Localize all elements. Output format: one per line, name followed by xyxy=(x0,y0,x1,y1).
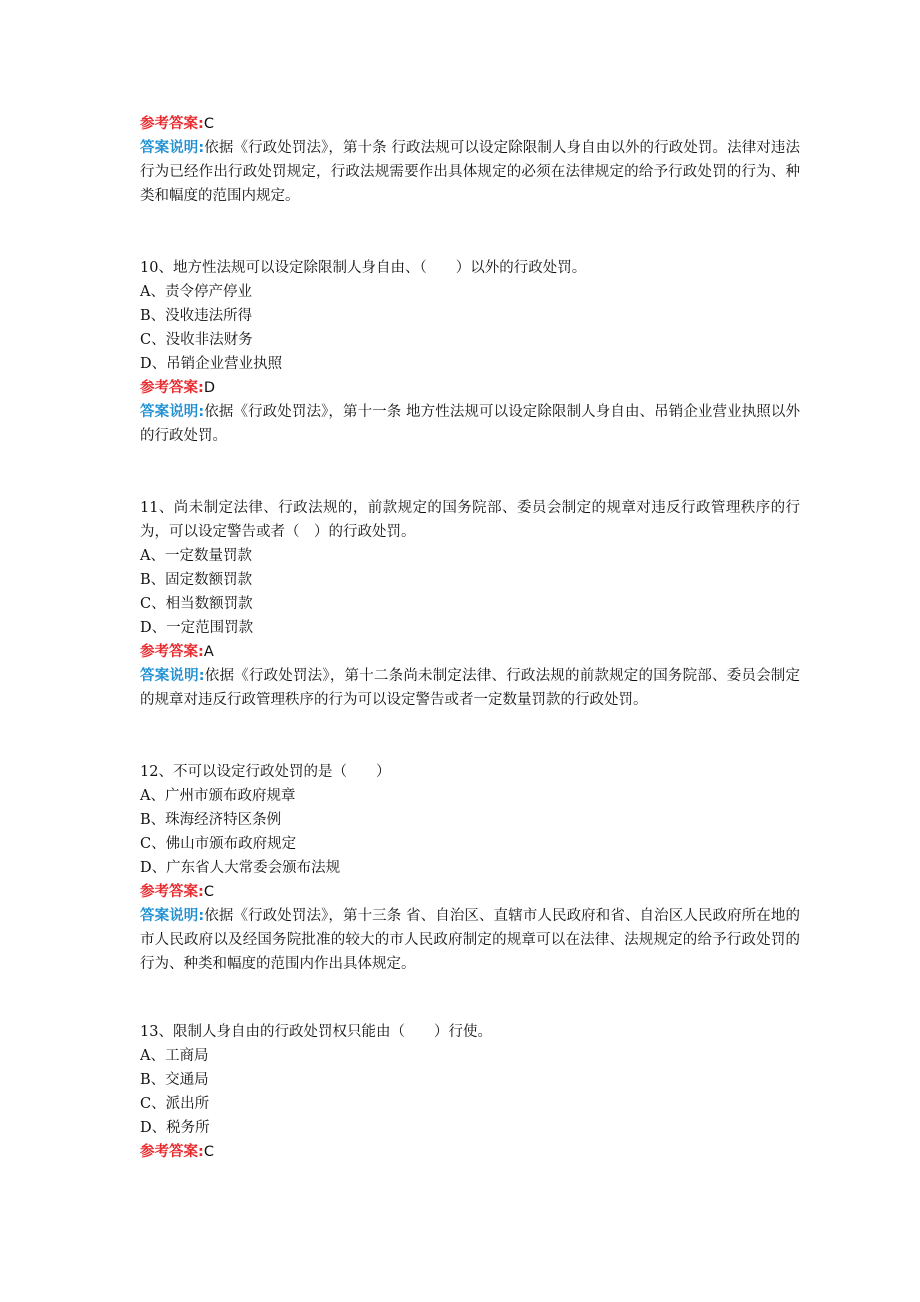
option-b: B、没收违法所得 xyxy=(140,308,253,324)
option-a: A、工商局 xyxy=(140,1048,209,1064)
option-d: D、税务所 xyxy=(140,1120,210,1136)
question-text: 10、地方性法规可以设定除限制人身自由、（ ）以外的行政处罚。 xyxy=(140,260,587,276)
explanation-label: 答案说明: xyxy=(140,668,205,684)
answer-line xyxy=(140,112,800,136)
answer-line xyxy=(140,376,800,400)
explanation-text: 依据《行政处罚法》，第十一条 地方性法规可以设定除限制人身自由、吊销企业营业执照以外的行政处罚。 xyxy=(140,404,800,444)
option-c: C、没收非法财务 xyxy=(140,332,253,348)
answer-line xyxy=(140,640,800,664)
explanation-paragraph xyxy=(140,400,800,448)
explanation-label: 答案说明: xyxy=(140,140,205,156)
answer-label: 参考答案: xyxy=(140,644,204,660)
option-b: B、固定数额罚款 xyxy=(140,572,253,588)
answer-label: 参考答案: xyxy=(140,1144,204,1160)
explanation-label: 答案说明: xyxy=(140,404,205,420)
explanation-paragraph xyxy=(140,664,800,712)
option-d: D、广东省人大常委会颁布法规 xyxy=(140,860,341,876)
answer-value: C xyxy=(203,116,214,132)
option-a: A、责令停产停业 xyxy=(140,284,252,300)
answer-value: C xyxy=(203,1144,214,1160)
answer-value: C xyxy=(203,884,214,900)
option-c: C、派出所 xyxy=(140,1096,210,1112)
question-text: 12、不可以设定行政处罚的是（ ） xyxy=(140,764,391,780)
option-d: D、一定范围罚款 xyxy=(140,620,254,636)
explanation-paragraph xyxy=(140,904,800,976)
explanation-paragraph xyxy=(140,136,800,208)
option-c: C、相当数额罚款 xyxy=(140,596,253,612)
explanation-text: 依据《行政处罚法》，第十三条 省、自治区、直辖市人民政府和省、自治区人民政府所在地的市人民政府以及经国务院批准的较大的市人民政府制定的规章可以在法律、法规规定的给予行政处罚的行为、种类和幅度的范围内作出具体规定。 xyxy=(140,908,800,972)
answer-label: 参考答案: xyxy=(140,884,204,900)
option-c: C、佛山市颁布政府规定 xyxy=(140,836,297,852)
answer-label: 参考答案: xyxy=(140,116,204,132)
question-text: 11、尚未制定法律、行政法规的，前款规定的国务院部、委员会制定的规章对违反行政管理秩序的行为，可以设定警告或者（ ）的行政处罚。 xyxy=(140,500,800,540)
answer-label: 参考答案: xyxy=(140,380,204,396)
answer-value: D xyxy=(203,380,215,396)
option-a: A、一定数量罚款 xyxy=(140,548,252,564)
answer-line xyxy=(140,1140,800,1164)
document-content xyxy=(140,112,800,1164)
explanation-text: 依据《行政处罚法》，第十条 行政法规可以设定除限制人身自由以外的行政处罚。法律对违法行为已经作出行政处罚规定，行政法规需要作出具体规定的必须在法律规定的给予行政处罚的行为、种类和幅度的范围内规定。 xyxy=(140,140,800,204)
option-b: B、珠海经济特区条例 xyxy=(140,812,282,828)
question-text: 13、限制人身自由的行政处罚权只能由（ ）行使。 xyxy=(140,1024,492,1040)
answer-line xyxy=(140,880,800,904)
option-b: B、交通局 xyxy=(140,1072,209,1088)
explanation-text: 依据《行政处罚法》，第十二条尚未制定法律、行政法规的前款规定的国务院部、委员会制定的规章对违反行政管理秩序的行为可以设定警告或者一定数量罚款的行政处罚。 xyxy=(140,668,800,708)
answer-value: A xyxy=(203,644,214,660)
option-a: A、广州市颁布政府规章 xyxy=(140,788,296,804)
explanation-label: 答案说明: xyxy=(140,908,205,924)
option-d: D、吊销企业营业执照 xyxy=(140,356,283,372)
